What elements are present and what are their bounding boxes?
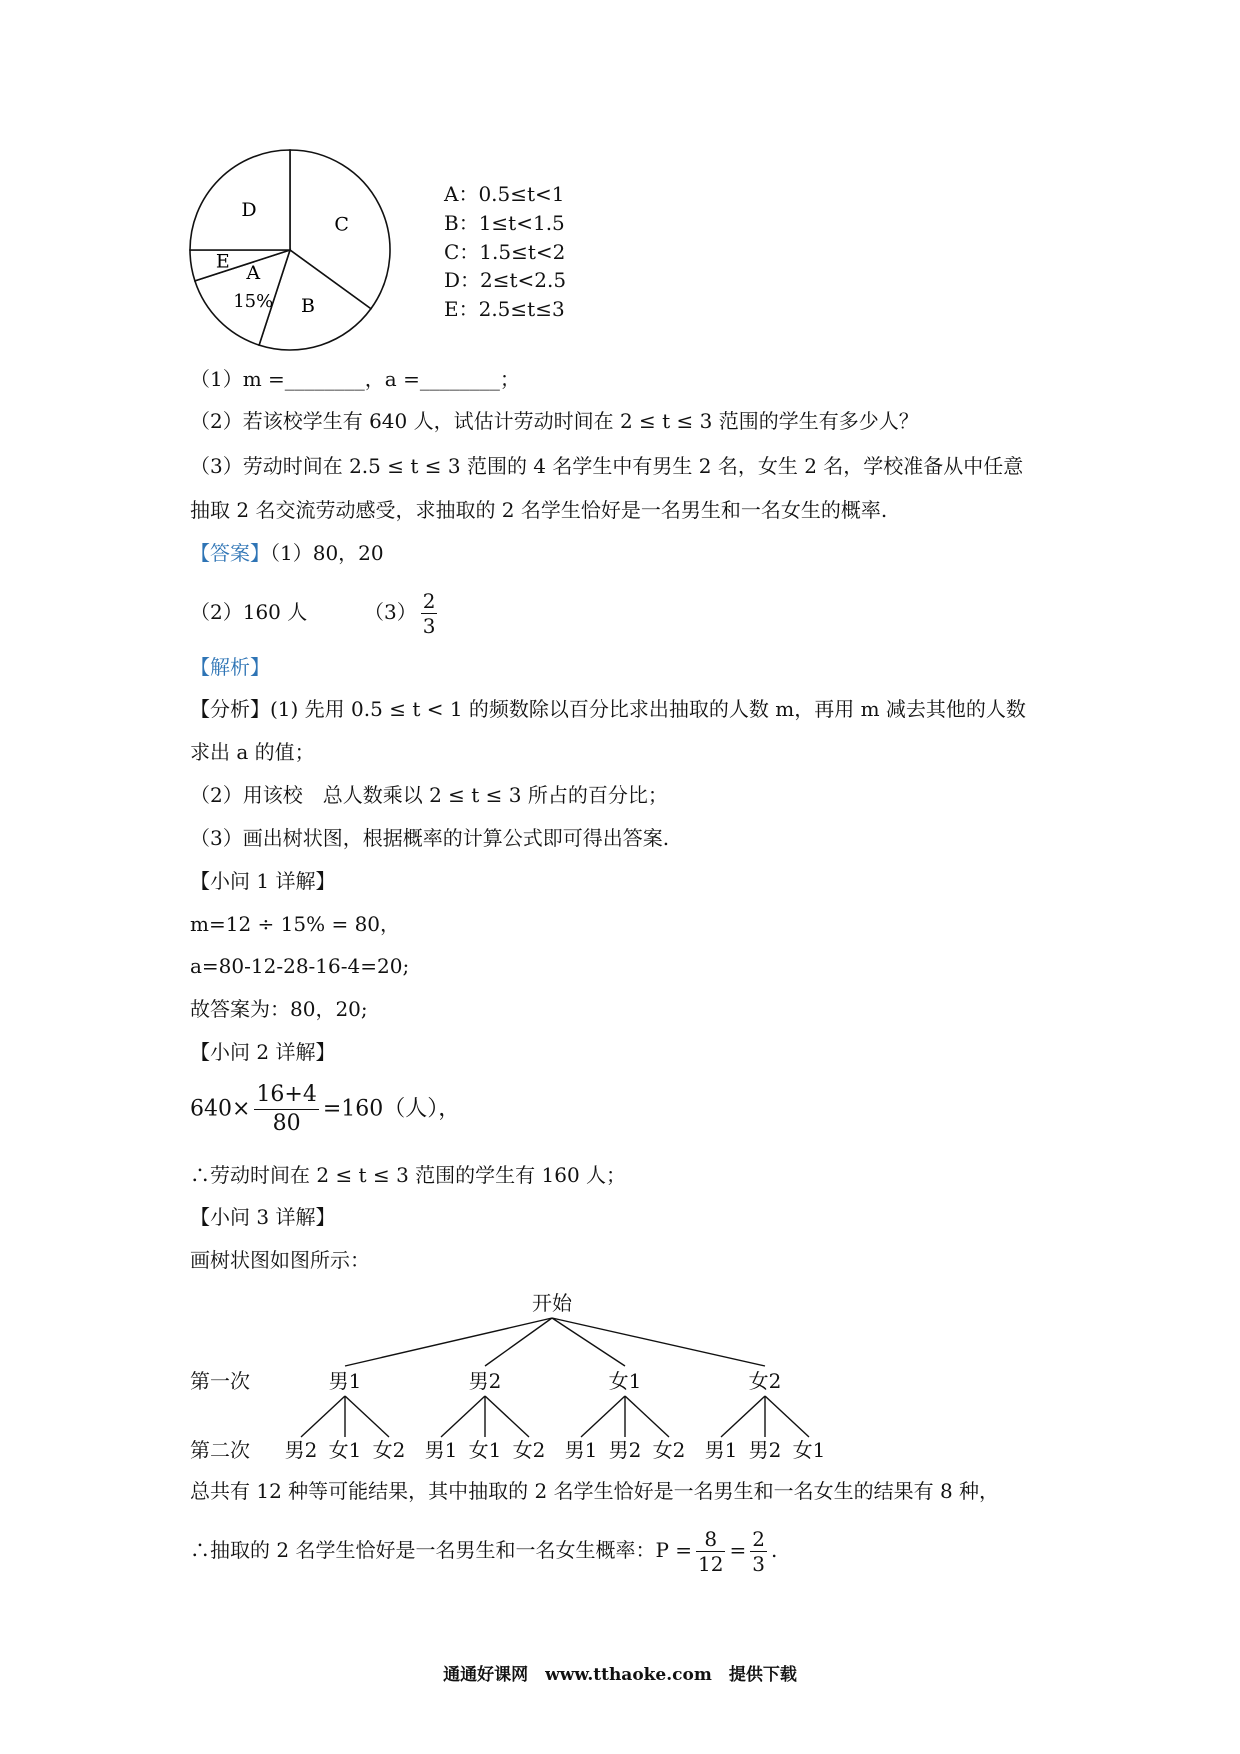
tree-node-l2-3-2: 男2 [608, 1438, 642, 1462]
detail-3-title: 【小问 3 详解】 [190, 1205, 336, 1229]
answer-3-prefix: （3） [363, 600, 417, 624]
tree-node-l2-3-1: 男1 [564, 1438, 598, 1462]
legend-item-e: E：2.5≤t≤3 [444, 297, 565, 321]
pie-slice-d [190, 150, 290, 250]
detail-3-intro: 画树状图如图所示： [190, 1248, 370, 1272]
probability-numerator-1: 8 [696, 1527, 725, 1552]
analysis-line-3: （2）用该校 总人数乘以 2 ≤ t ≤ 3 所占的百分比； [190, 783, 668, 807]
page-footer: 通通好课网 www.tthaoke.com 提供下载 [443, 1665, 797, 1685]
answer-1: （1）80，20 [270, 541, 384, 565]
tree-node-l2-4-2: 男2 [748, 1438, 782, 1462]
answer-3-denominator: 3 [422, 614, 436, 638]
pie-percent-label-a: 15% [233, 290, 274, 312]
detail-2-suffix: =160（人）， [322, 1096, 461, 1122]
tree-node-l2-1-2: 女1 [328, 1438, 362, 1462]
tree-first-label: 第一次 [190, 1369, 250, 1393]
tree-node-l2-4-3: 女1 [792, 1438, 826, 1462]
tree-root: 开始 [532, 1291, 572, 1315]
probability-equals: = [729, 1538, 747, 1562]
analysis-tag: 【解析】 [190, 655, 270, 679]
tree-branch-l2-1-3 [345, 1396, 389, 1437]
answer-line-1 [190, 538, 384, 568]
detail-2-fraction [254, 1081, 318, 1138]
tree-diagram [0, 1280, 1240, 1470]
tree-branch-l1-4 [552, 1318, 765, 1366]
detail-2-numerator: 16+4 [254, 1081, 318, 1110]
question-2: （2）若该校学生有 640 人，试估计劳动时间在 2 ≤ t ≤ 3 范围的学生有多少人？ [190, 409, 919, 433]
analysis-line-4: （3）画出树状图，根据概率的计算公式即可得出答案. [190, 826, 670, 850]
tree-node-l2-1-1: 男2 [284, 1438, 318, 1462]
question-3-line-2: 抽取 2 名交流劳动感受，求抽取的 2 名学生恰好是一名男生和一名女生的概率. [190, 498, 888, 522]
legend-item-a: A：0.5≤t<1 [444, 182, 565, 206]
question-3-line-1: （3）劳动时间在 2.5 ≤ t ≤ 3 范围的 4 名学生中有男生 2 名，女生 2 名，学校准备从中任意 [190, 454, 1024, 478]
answer-tag: 【答案】 [190, 541, 270, 565]
tree-branch-l2-2-3 [485, 1396, 529, 1437]
tree-node-l1-3: 女1 [608, 1369, 642, 1393]
tree-branch-l2-3-1 [581, 1396, 625, 1437]
answer-line-2 [190, 586, 441, 638]
pie-chart [185, 145, 405, 365]
tree-node-l1-4: 女2 [748, 1369, 782, 1393]
tree-branch-l2-4-1 [721, 1396, 765, 1437]
tree-node-l2-3-3: 女2 [652, 1438, 686, 1462]
tree-branch-l2-4-3 [765, 1396, 809, 1437]
pie-label-c: C [334, 213, 349, 236]
probability-prefix: ∴抽取的 2 名学生恰好是一名男生和一名女生概率：P = [190, 1538, 693, 1562]
tree-node-l2-4-1: 男1 [704, 1438, 738, 1462]
tree-node-l2-2-3: 女2 [512, 1438, 546, 1462]
analysis-line-1: 【分析】(1) 先用 0.5 ≤ t < 1 的频数除以百分比求出抽取的人数 m，再用 m 减去其他的人数 [190, 697, 1026, 721]
detail-2-title: 【小问 2 详解】 [190, 1040, 336, 1064]
probability-fraction-1 [696, 1527, 725, 1576]
pie-label-e: E [215, 250, 230, 273]
probability-numerator-2: 2 [752, 1527, 765, 1551]
detail-2-prefix: 640× [190, 1096, 251, 1122]
tree-node-l2-1-3: 女2 [372, 1438, 406, 1462]
tree-node-l2-2-1: 男1 [424, 1438, 458, 1462]
tree-branch-l2-1-1 [301, 1396, 345, 1437]
probability-fraction-2 [750, 1527, 767, 1576]
tree-second-label: 第二次 [190, 1438, 250, 1462]
legend-item-d: D：2≤t<2.5 [444, 268, 567, 292]
detail-1-title: 【小问 1 详解】 [190, 869, 336, 893]
tree-branch-l2-2-1 [441, 1396, 485, 1437]
analysis-line-2: 求出 a 的值； [190, 740, 315, 764]
legend-item-c: C：1.5≤t<2 [444, 240, 566, 264]
tree-branch-l2-3-3 [625, 1396, 669, 1437]
tree-node-l1-2: 男2 [468, 1369, 502, 1393]
tree-node-l1-1: 男1 [328, 1369, 362, 1393]
answer-3-fraction [421, 589, 438, 638]
answer-3-numerator: 2 [422, 589, 436, 613]
detail-3-summary: 总共有 12 种等可能结果，其中抽取的 2 名学生恰好是一名男生和一名女生的结果有 8 种， [190, 1479, 1000, 1503]
probability-line [190, 1520, 777, 1580]
detail-2-denominator: 80 [272, 1111, 301, 1136]
detail-1-line-3: 故答案为：80，20; [190, 997, 368, 1021]
tree-branch-l1-3 [552, 1318, 625, 1366]
question-1: （1）m =________，a =________； [190, 367, 520, 391]
answer-2: （2）160 人 [190, 600, 308, 624]
detail-1-line-2: a=80-12-28-16-4=20; [190, 954, 410, 978]
detail-2-conclusion: ∴劳动时间在 2 ≤ t ≤ 3 范围的学生有 160 人； [190, 1163, 627, 1187]
pie-label-b: B [300, 295, 315, 318]
detail-1-line-1: m=12 ÷ 15% = 80， [190, 912, 401, 936]
probability-denominator-1: 12 [698, 1552, 724, 1576]
detail-2-formula [190, 1081, 460, 1138]
probability-denominator-2: 3 [752, 1552, 765, 1576]
tree-node-l2-2-2: 女1 [468, 1438, 502, 1462]
pie-label-d: D [241, 198, 257, 221]
pie-label-a: A [246, 261, 261, 284]
probability-period: . [770, 1538, 778, 1562]
tree-branch-l1-1 [345, 1318, 552, 1366]
legend-item-b: B：1≤t<1.5 [444, 211, 565, 235]
